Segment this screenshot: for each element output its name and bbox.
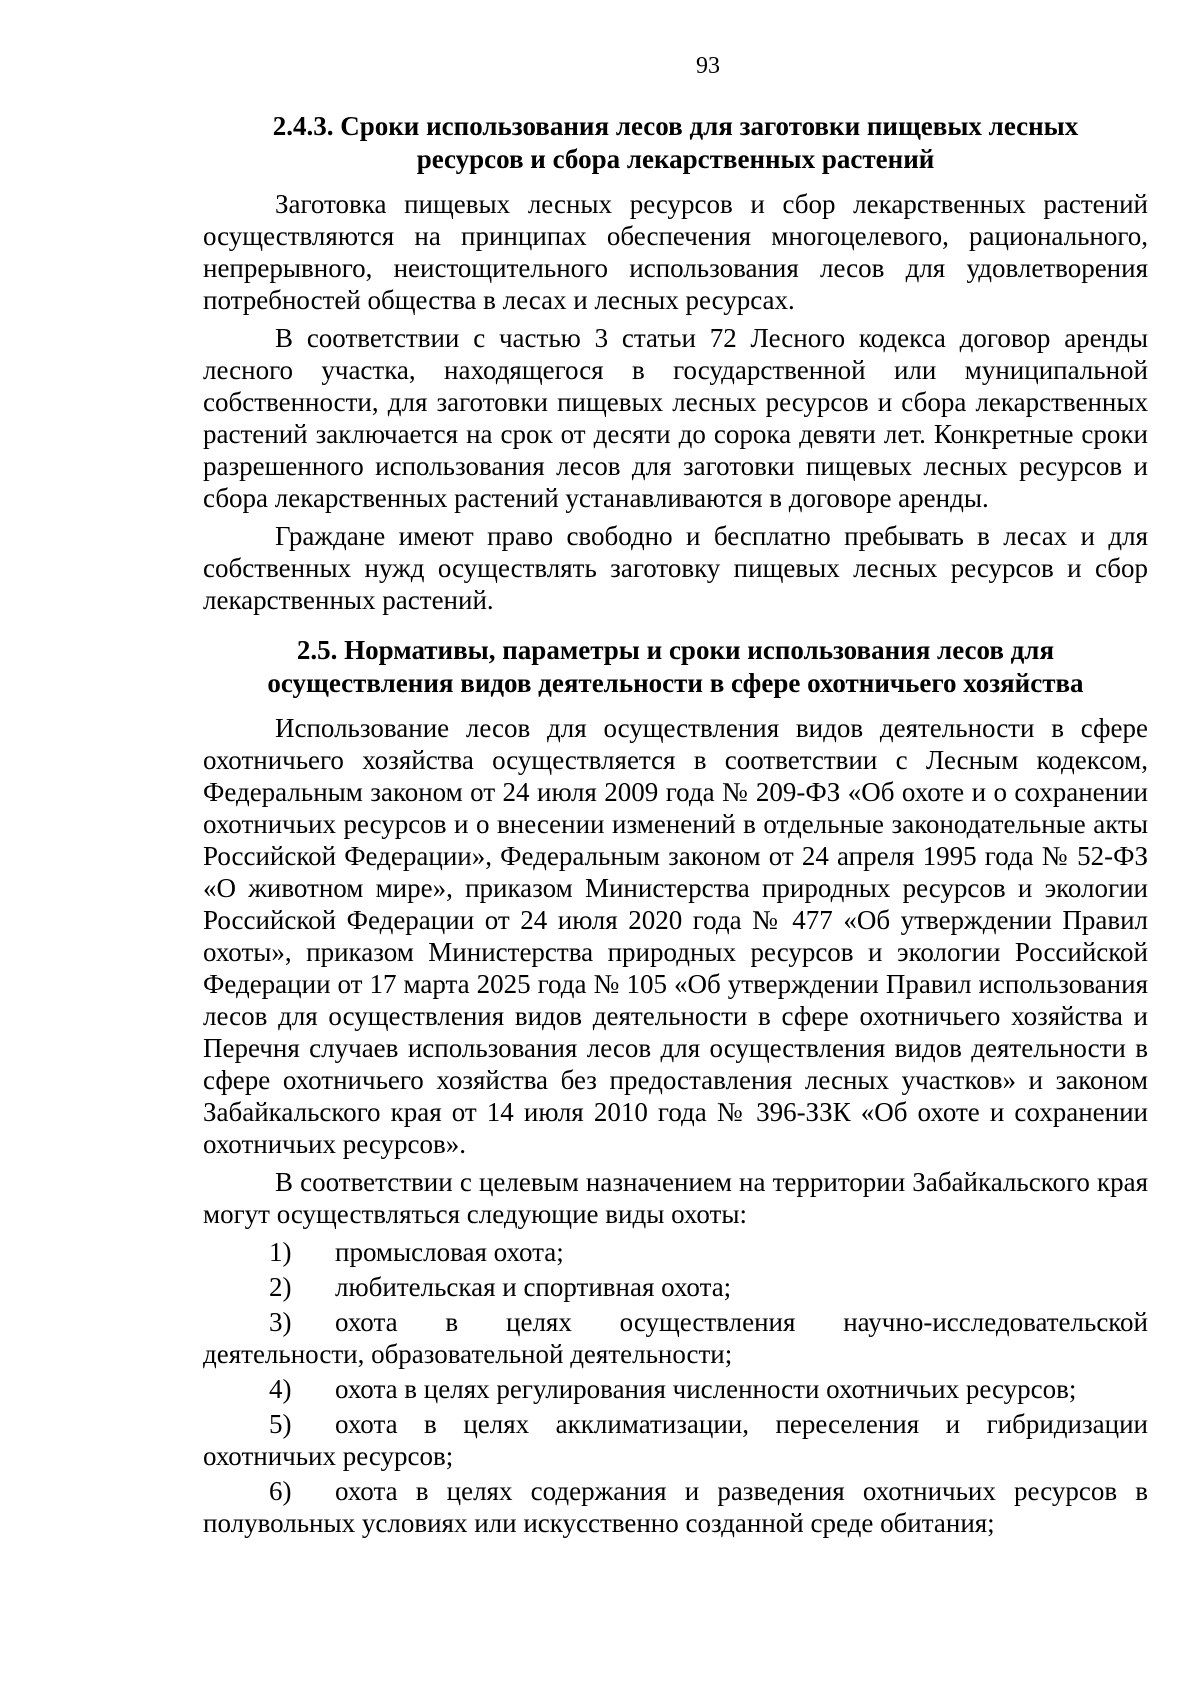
heading-line-1: 2.5. Нормативы, параметры и сроки использования лесов для <box>296 635 1055 665</box>
list-text: охота в целях акклиматизации, переселения и гибридизации охотничьих ресурсов; <box>203 1409 1148 1471</box>
list-number: 1) <box>269 1237 292 1267</box>
paragraph: Заготовка пищевых лесных ресурсов и сбор лекарственных растений осуществляются на принципах обеспечения многоцелевого, рационального, непрерывного, неистощительного использования лесов для удовлетворения потребностей общества в лесах и лесных ресурсах. <box>203 189 1148 315</box>
list-text: промысловая охота; <box>335 1237 564 1267</box>
hunting-types-list <box>203 1236 1148 1539</box>
list-item <box>203 1271 1148 1303</box>
list-number: 4) <box>269 1374 292 1404</box>
section-2-4-3 <box>203 110 1148 616</box>
list-number: 2) <box>269 1272 292 1302</box>
page-number: 93 <box>696 53 720 79</box>
list-item <box>203 1408 1148 1472</box>
paragraph: Граждане имеют право свободно и бесплатно пребывать в лесах и для собственных нужд осуществлять заготовку пищевых лесных ресурсов и сбор лекарственных растений. <box>203 521 1148 615</box>
list-item <box>203 1236 1148 1268</box>
list-text: охота в целях содержания и разведения охотничьих ресурсов в полувольных условиях или искусственно созданной среде обитания; <box>203 1476 1148 1538</box>
heading-line-1: 2.4.3. Сроки использования лесов для заготовки пищевых лесных <box>272 111 1079 141</box>
list-text: охота в целях регулирования численности охотничьих ресурсов; <box>335 1374 1077 1404</box>
section-heading <box>203 110 1148 176</box>
heading-line-2: ресурсов и сбора лекарственных растений <box>416 144 935 174</box>
heading-line-2: осуществления видов деятельности в сфере охотничьего хозяйства <box>267 668 1084 698</box>
list-number: 6) <box>269 1476 292 1506</box>
list-text: охота в целях осуществления научно-исследовательской деятельности, образовательной деятельности; <box>203 1307 1148 1369</box>
paragraph: В соответствии с частью 3 статьи 72 Лесного кодекса договор аренды лесного участка, находящегося в государственной или муниципальной собственности, для заготовки пищевых лесных ресурсов и сбора лекарственных растений заключается на срок от десяти до сорока девяти лет. Конкретные сроки разрешенного использования лесов для заготовки пищевых лесных ресурсов и сбора лекарственных растений устанавливаются в договоре аренды. <box>203 323 1148 513</box>
paragraph: В соответствии с целевым назначением на территории Забайкальского края могут осуществляться следующие виды охоты: <box>203 1167 1148 1229</box>
list-item <box>203 1475 1148 1539</box>
section-heading <box>203 634 1148 700</box>
list-item <box>203 1306 1148 1370</box>
list-text: любительская и спортивная охота; <box>335 1272 732 1302</box>
section-2-5 <box>203 634 1148 1539</box>
list-number: 3) <box>269 1307 292 1337</box>
list-number: 5) <box>269 1409 292 1439</box>
list-item <box>203 1373 1148 1405</box>
paragraph: Использование лесов для осуществления видов деятельности в сфере охотничьего хозяйства осуществляется в соответствии с Лесным кодексом, Федеральным законом от 24 июля 2009 года № 209-ФЗ «Об охоте и о сохранении охотничьих ресурсов и о внесении изменений в отдельные законодательные акты Российской Федерации», Федеральным законом от 24 апреля 1995 года № 52-ФЗ «О животном мире», приказом Министерства природных ресурсов и экологии Российской Федерации от 24 июля 2020 года № 477 «Об утверждении Правил охоты», приказом Министерства природных ресурсов и экологии Российской Федерации от 17 марта 2025 года № 105 «Об утверждении Правил использования лесов для осуществления видов деятельности в сфере охотничьего хозяйства и Перечня случаев использования лесов для осуществления видов деятельности в сфере охотничьего хозяйства без предоставления лесных участков» и законом Забайкальского края от 14 июля 2010 года № 396-ЗЗК «Об охоте и сохранении охотничьих ресурсов». <box>203 713 1148 1159</box>
